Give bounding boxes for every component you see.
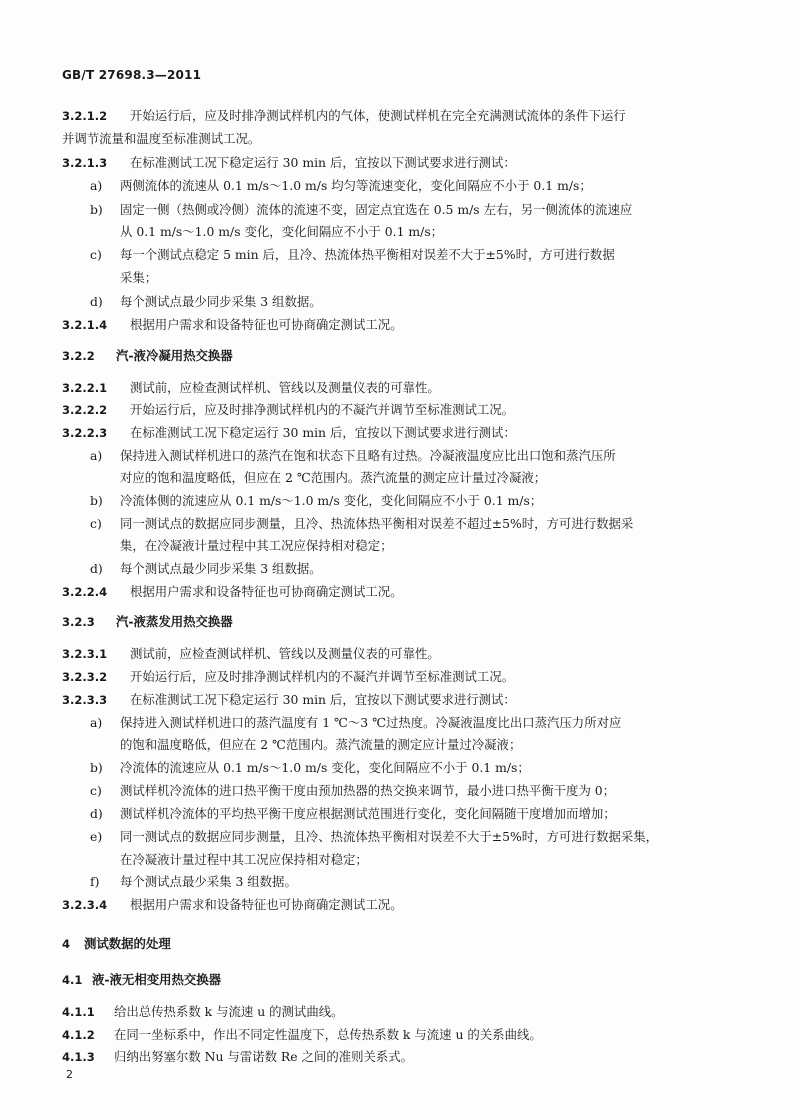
- clause-number: 4.1.2: [62, 1028, 95, 1042]
- list-label: d): [90, 561, 103, 576]
- list-continuation: 集，在冷凝液计量过程中其工况应保持相对稳定；: [120, 538, 393, 553]
- list-text: 保持进入测试样机进口的蒸汽温度有 1 ℃～3 ℃过热度。冷凝液温度比出口蒸汽压力所对应: [120, 715, 622, 730]
- section-title: 汽-液蒸发用热交换器: [116, 614, 233, 629]
- clause-3-2-1-3: [62, 155, 516, 171]
- list-text: 同一测试点的数据应同步测量，且冷、热流体热平衡相对误差不超过±5%时，方可进行数据采: [120, 516, 634, 531]
- section-number: 3.2.2: [62, 349, 95, 363]
- list-text: 冷流体的流速应从 0.1 m/s～1.0 m/s 变化，变化间隔应不小于 0.1 m/s；: [120, 760, 530, 775]
- list-text: 每个测试点最少采集 3 组数据。: [120, 874, 297, 889]
- list-item-a: [90, 448, 616, 464]
- section-title: 测试数据的处理: [84, 936, 171, 951]
- clause-number: 3.2.3.2: [62, 670, 108, 684]
- clause-number: 4.1.1: [62, 1005, 95, 1019]
- clause-text: 开始运行后，应及时排净测试样机内的不凝汽并调节至标准测试工况。: [130, 669, 515, 684]
- section-heading-4: [62, 936, 171, 952]
- list-text: 两侧流体的流速从 0.1 m/s～1.0 m/s 均匀等流速变化，变化间隔应不小于 0.1 m/s；: [120, 178, 592, 193]
- list-text: 同一测试点的数据应同步测量，且冷、热流体热平衡相对误差不大于±5%时，方可进行数据采集，: [120, 829, 659, 844]
- list-label: c): [90, 247, 102, 262]
- list-text: 保持进入测试样机进口的蒸汽在饱和状态下且略有过热。冷凝液温度应比出口饱和蒸汽压所: [120, 448, 616, 463]
- clause-number: 3.2.2.3: [62, 426, 108, 440]
- clause-4-1-2: [62, 1027, 542, 1043]
- list-text: 测试样机冷流体的进口热平衡干度由预加热器的热交换来调节，最小进口热平衡干度为 0；: [120, 783, 616, 798]
- list-continuation: 在冷凝液计量过程中其工况应保持相对稳定；: [120, 852, 368, 867]
- list-label: a): [90, 178, 103, 193]
- clause-text: 在同一坐标系中，作出不同定性温度下，总传热系数 k 与流速 u 的关系曲线。: [114, 1027, 542, 1042]
- list-item-b: [90, 760, 530, 776]
- list-item-e: [90, 829, 658, 845]
- clause-text: 在标准测试工况下稳定运行 30 min 后，宜按以下测试要求进行测试：: [130, 155, 516, 170]
- clause-text: 在标准测试工况下稳定运行 30 min 后，宜按以下测试要求进行测试：: [130, 692, 516, 707]
- clause-number: 3.2.3.3: [62, 693, 108, 707]
- clause-text: 根据用户需求和设备特征也可协商确定测试工况。: [130, 897, 403, 912]
- clause-number: 3.2.1.3: [62, 156, 108, 170]
- section-number: 4: [62, 937, 71, 951]
- clause-text: 在标准测试工况下稳定运行 30 min 后，宜按以下测试要求进行测试：: [130, 425, 516, 440]
- list-label: a): [90, 448, 103, 463]
- clause-3-2-2-2: [62, 402, 514, 418]
- clause-text: 开始运行后，应及时排净测试样机内的不凝汽并调节至标准测试工况。: [130, 402, 515, 417]
- list-label: c): [90, 516, 102, 531]
- section-number: 3.2.3: [62, 615, 95, 629]
- section-title: 液-液无相变用热交换器: [92, 972, 222, 987]
- list-item-a: [90, 715, 621, 731]
- list-item-c: [90, 783, 615, 799]
- list-label: b): [90, 493, 103, 508]
- clause-3-2-2-3: [62, 425, 516, 441]
- clause-text: 归纳出努塞尔数 Nu 与雷诺数 Re 之间的准则关系式。: [114, 1049, 414, 1064]
- list-item-d: [90, 806, 616, 822]
- list-item-d: [90, 561, 322, 577]
- clause-number: 3.2.3.1: [62, 647, 108, 661]
- list-item-c: [90, 247, 615, 263]
- list-item-d: [90, 294, 322, 310]
- section-title: 汽-液冷凝用热交换器: [116, 348, 233, 363]
- clause-number: 3.2.2.2: [62, 403, 108, 417]
- list-label: b): [90, 202, 103, 217]
- clause-3-2-3-2: [62, 669, 514, 685]
- list-item-f: [90, 874, 297, 890]
- clause-3-2-3-4: [62, 897, 403, 913]
- list-continuation: 的饱和温度略低，但应在 2 ℃范围内。蒸汽流量的测定应计量过冷凝液；: [120, 737, 522, 752]
- list-text: 测试样机冷流体的平均热平衡干度应根据测试范围进行变化，变化间隔随干度增加而增加；: [120, 806, 616, 821]
- section-heading-3-2-3: [62, 614, 233, 630]
- list-text: 每个测试点最少同步采集 3 组数据。: [120, 561, 322, 576]
- clause-text: 开始运行后，应及时排净测试样机内的气体，使测试样机在完全充满测试流体的条件下运行: [130, 108, 626, 123]
- list-continuation: 对应的饱和温度略低，但应在 2 ℃范围内。蒸汽流量的测定应计量过冷凝液；: [120, 470, 547, 485]
- clause-text: 测试前，应检查测试样机、管线以及测量仪表的可靠性。: [130, 380, 440, 395]
- clause-text: 给出总传热系数 k 与流速 u 的测试曲线。: [114, 1004, 344, 1019]
- list-continuation: 从 0.1 m/s～1.0 m/s 变化，变化间隔应不小于 0.1 m/s；: [120, 224, 444, 239]
- clause-continuation: 并调节流量和温度至标准测试工况。: [62, 131, 261, 146]
- list-label: d): [90, 294, 103, 309]
- list-label: b): [90, 760, 103, 775]
- section-number: 4.1: [62, 973, 83, 987]
- list-label: c): [90, 783, 102, 798]
- clause-4-1-3: [62, 1049, 413, 1065]
- clause-text: 测试前，应检查测试样机、管线以及测量仪表的可靠性。: [130, 646, 440, 661]
- clause-3-2-2-4: [62, 584, 403, 600]
- clause-number: 3.2.3.4: [62, 898, 108, 912]
- list-text: 每一个测试点稳定 5 min 后，且冷、热流体热平衡相对误差不大于±5%时，方可进行数据: [120, 247, 615, 262]
- clause-3-2-3-1: [62, 646, 440, 662]
- list-label: e): [90, 829, 103, 844]
- list-item-c: [90, 516, 633, 532]
- clause-number: 3.2.2.1: [62, 381, 108, 395]
- list-label: f): [90, 874, 100, 889]
- list-item-b: [90, 202, 632, 218]
- page-number: 2: [66, 1068, 73, 1081]
- list-text: 冷流体侧的流速应从 0.1 m/s～1.0 m/s 变化，变化间隔应不小于 0.1 m/s；: [120, 493, 543, 508]
- clause-number: 3.2.2.4: [62, 585, 108, 599]
- clause-4-1-1: [62, 1004, 344, 1020]
- clause-3-2-1-2: [62, 108, 626, 124]
- clause-number: 4.1.3: [62, 1050, 95, 1064]
- clause-number: 3.2.1.4: [62, 318, 108, 332]
- clause-3-2-2-1: [62, 380, 440, 396]
- list-continuation: 采集；: [120, 270, 158, 285]
- list-label: a): [90, 715, 103, 730]
- section-heading-4-1: [62, 972, 221, 988]
- list-text: 固定一侧（热侧或冷侧）流体的流速不变，固定点宜选在 0.5 m/s 左右，另一侧流体的流速应: [120, 202, 633, 217]
- list-item-a: [90, 178, 592, 194]
- section-heading-3-2-2: [62, 348, 233, 364]
- clause-number: 3.2.1.2: [62, 109, 108, 123]
- list-label: d): [90, 806, 103, 821]
- document-header: GB/T 27698.3—2011: [62, 68, 202, 82]
- clause-text: 根据用户需求和设备特征也可协商确定测试工况。: [130, 584, 403, 599]
- list-text: 每个测试点最少同步采集 3 组数据。: [120, 294, 322, 309]
- clause-text: 根据用户需求和设备特征也可协商确定测试工况。: [130, 317, 403, 332]
- clause-3-2-3-3: [62, 692, 516, 708]
- list-item-b: [90, 493, 542, 509]
- clause-3-2-1-4: [62, 317, 403, 333]
